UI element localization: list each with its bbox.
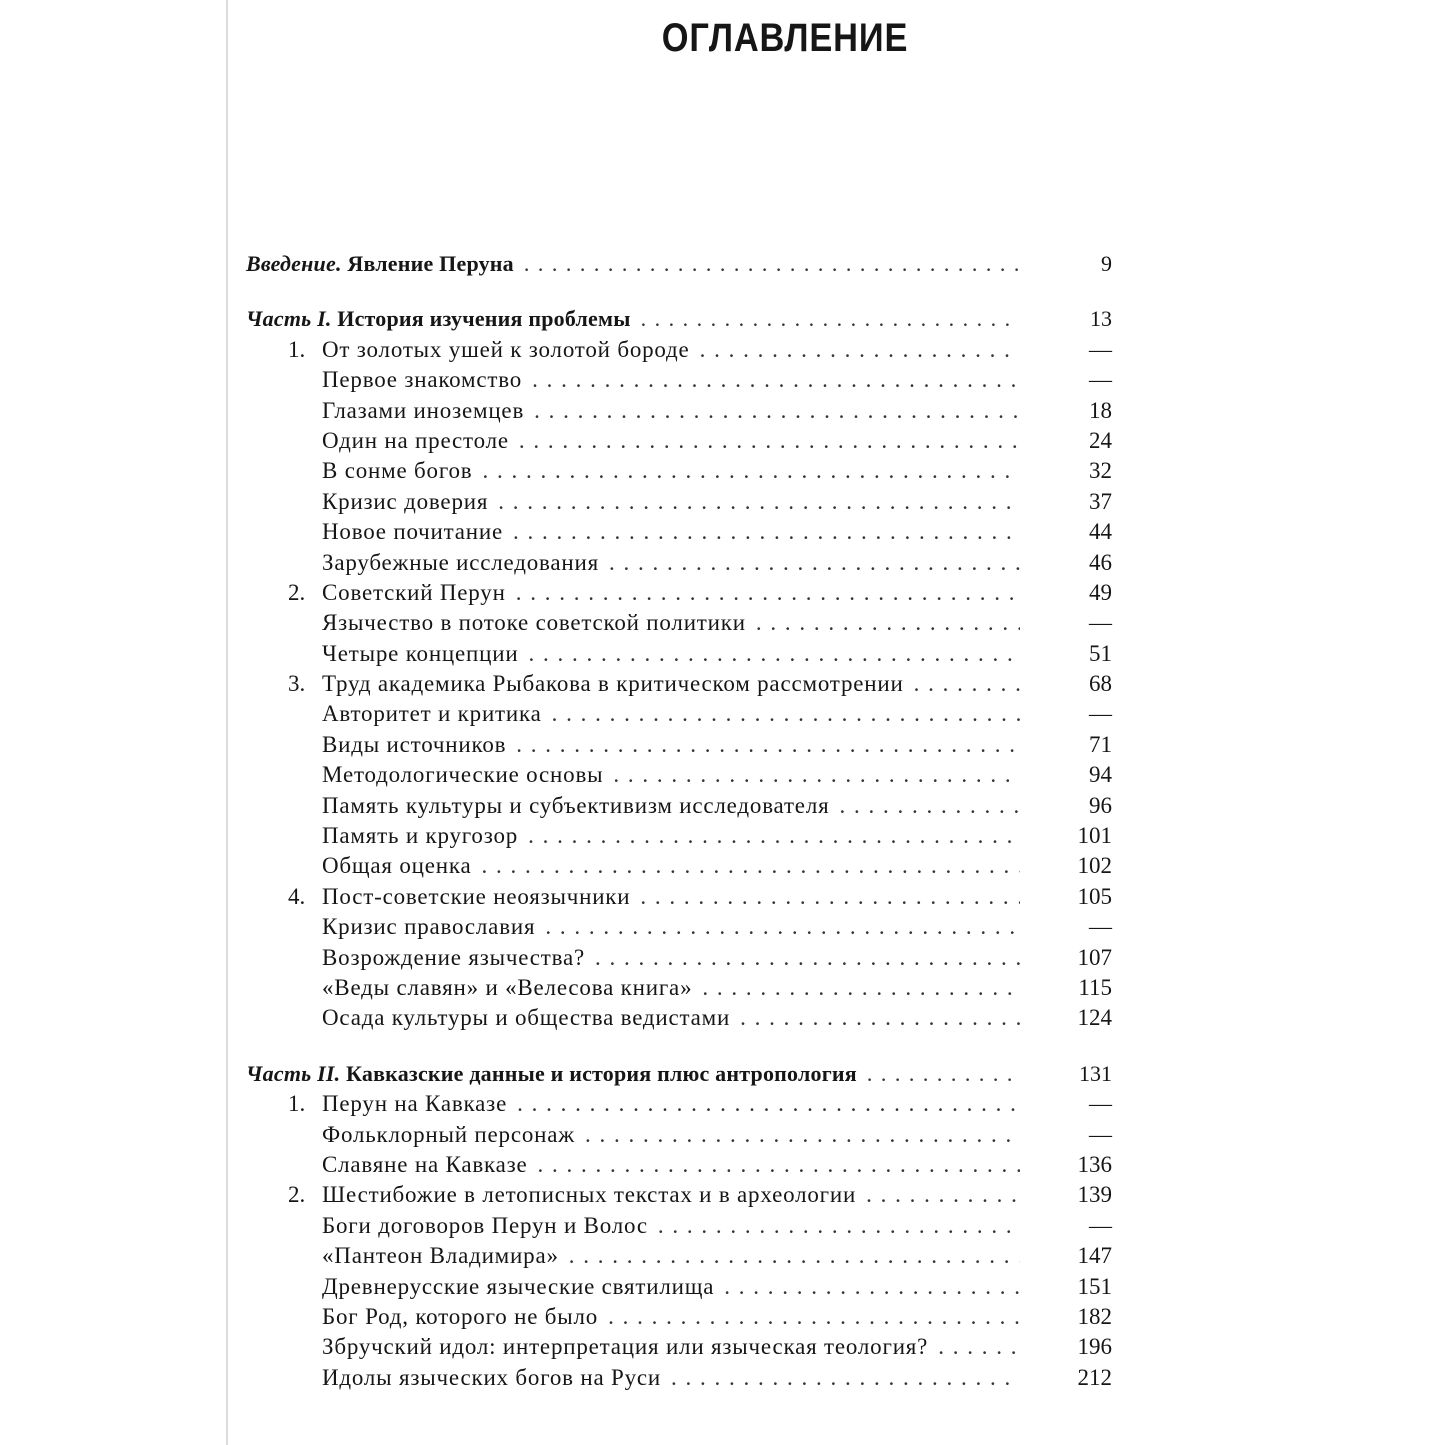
page-number: 46	[1089, 549, 1112, 575]
page-number: —	[1089, 1091, 1112, 1117]
dot-leader	[609, 548, 1020, 578]
toc-entry-title	[322, 1241, 1046, 1271]
toc-entry-title	[322, 973, 1046, 1003]
dot-leader	[608, 1302, 1020, 1332]
toc-chapter-row	[246, 1089, 1112, 1119]
toc-section-row	[246, 943, 1112, 973]
toc-entry-title	[322, 1211, 1046, 1241]
toc-section-row	[246, 639, 1112, 669]
toc-entry-title	[322, 517, 1046, 547]
dot-leader	[724, 1272, 1020, 1302]
entry-text: Славяне на Кавказе	[322, 1151, 528, 1177]
toc-section-row	[246, 730, 1112, 760]
page-number: —	[1089, 367, 1112, 393]
toc-section-row	[246, 517, 1112, 547]
dot-leader	[658, 1211, 1020, 1241]
page-number: —	[1089, 610, 1112, 636]
toc-entry-title	[322, 851, 1046, 881]
toc-section-row	[246, 973, 1112, 1003]
entry-text: Первое знакомство	[322, 367, 523, 393]
entry-text: Перун на Кавказе	[322, 1091, 508, 1117]
entry-text: Общая оценка	[322, 853, 472, 879]
page-number: 182	[1077, 1303, 1112, 1329]
entry-text: Явление Перуна	[347, 251, 514, 276]
toc-section-row	[246, 851, 1112, 881]
dot-leader	[867, 1059, 1020, 1089]
page-number: 139	[1077, 1182, 1112, 1208]
dot-leader	[866, 1180, 1020, 1210]
dot-leader	[700, 335, 1020, 365]
entry-text: Возрождение язычества?	[322, 944, 586, 970]
entry-text: История изучения проблемы	[337, 306, 631, 332]
toc-chapter-row	[246, 335, 1112, 365]
dot-leader	[585, 1120, 1020, 1150]
toc-entry-title	[322, 912, 1046, 942]
toc-section-row	[246, 1272, 1112, 1302]
toc-entry-title	[322, 1332, 1046, 1362]
entry-text: Зарубежные исследования	[322, 549, 600, 575]
toc-section-row	[246, 608, 1112, 638]
dot-leader	[595, 943, 1020, 973]
dot-leader	[513, 517, 1020, 547]
dot-leader	[545, 912, 1020, 942]
toc-section-row	[246, 1302, 1112, 1332]
toc-entry-title	[322, 426, 1046, 456]
toc-section-row	[246, 487, 1112, 517]
page-number: 136	[1077, 1151, 1112, 1177]
entry-text: Глазами иноземцев	[322, 397, 525, 423]
page-number: 147	[1077, 1243, 1112, 1269]
page-number: —	[1089, 1121, 1112, 1147]
toc-entry-title	[246, 304, 1046, 334]
toc-section-row	[246, 1150, 1112, 1180]
entry-text: «Веды славян» и «Велесова книга»	[322, 974, 693, 1000]
toc-entry-title	[322, 548, 1046, 578]
dot-leader	[613, 760, 1020, 790]
entry-text: Новое почитание	[322, 519, 504, 545]
page-number: 124	[1077, 1005, 1112, 1031]
dot-leader	[756, 608, 1020, 638]
table-of-contents	[246, 249, 1112, 1393]
dot-leader	[516, 730, 1020, 760]
chapter-number: 3.	[288, 671, 306, 697]
page-number: 96	[1089, 792, 1112, 818]
entry-text: Авторитет и критика	[322, 701, 542, 727]
entry-text: Пост-советские неоязычники	[322, 883, 631, 909]
toc-section-row	[246, 456, 1112, 486]
entry-text: Збручский идол: интерпретация или языческая теология?	[322, 1334, 929, 1360]
toc-section-row	[246, 1120, 1112, 1150]
page-number: 101	[1077, 823, 1112, 849]
toc-entry-title	[246, 1059, 1046, 1089]
page-margin	[0, 0, 228, 1445]
toc-entry-title	[322, 730, 1046, 760]
toc-section-row	[246, 396, 1112, 426]
entry-text: Четыре концепции	[322, 640, 519, 666]
toc-section-row	[246, 821, 1112, 851]
entry-text: Советский Перун	[322, 579, 506, 605]
toc-entry-title	[322, 1089, 1046, 1119]
toc-section-row	[246, 1211, 1112, 1241]
entry-text: Виды источников	[322, 731, 507, 757]
page-number: —	[1089, 914, 1112, 940]
chapter-number: 1.	[288, 336, 306, 362]
toc-entry-title	[322, 1302, 1046, 1332]
page-number: 37	[1089, 488, 1112, 514]
page-number: 24	[1089, 427, 1112, 453]
chapter-number: 2.	[288, 579, 306, 605]
toc-entry-title	[322, 821, 1046, 851]
toc-entry-title	[322, 396, 1046, 426]
entry-text: Фольклорный персонаж	[322, 1121, 575, 1147]
page-number: 18	[1089, 397, 1112, 423]
chapter-number: 4.	[288, 883, 306, 909]
dot-leader	[569, 1241, 1020, 1271]
toc-section-row	[246, 1332, 1112, 1362]
dot-leader	[641, 304, 1020, 334]
toc-chapter-row	[246, 882, 1112, 912]
page-number: 102	[1077, 853, 1112, 879]
entry-text: Боги договоров Перун и Волос	[322, 1212, 648, 1238]
toc-section-row	[246, 1363, 1112, 1393]
page-number: 151	[1077, 1273, 1112, 1299]
page-number: 9	[1101, 251, 1112, 276]
page-number: —	[1089, 336, 1112, 362]
page-number: 51	[1089, 640, 1112, 666]
toc-chapter-row	[246, 669, 1112, 699]
part-label: Часть I.	[246, 306, 332, 332]
entry-text: Кризис доверия	[322, 488, 489, 514]
toc-entry-title	[322, 1150, 1046, 1180]
entry-text: «Пантеон Владимира»	[322, 1243, 559, 1269]
page-number: 49	[1089, 579, 1112, 605]
entry-text: В сонме богов	[322, 458, 473, 484]
toc-section-row	[246, 1003, 1112, 1033]
toc-entry-title	[322, 365, 1046, 395]
toc-entry-title	[322, 669, 1046, 699]
page-number: 94	[1089, 762, 1112, 788]
part-label: Часть II.	[246, 1060, 341, 1086]
toc-entry-title	[322, 487, 1046, 517]
page-number: 68	[1089, 671, 1112, 697]
toc-entry-title	[246, 249, 1046, 279]
part-label: Введение.	[246, 251, 342, 276]
dot-leader	[740, 1003, 1020, 1033]
page-number: 131	[1079, 1060, 1112, 1086]
toc-part-row	[246, 304, 1112, 334]
entry-text: Осада культуры и общества ведистами	[322, 1005, 731, 1031]
dot-leader	[640, 882, 1020, 912]
dot-leader	[482, 851, 1020, 881]
page-number: —	[1089, 1212, 1112, 1238]
dot-leader	[839, 791, 1020, 821]
page-number: 107	[1077, 944, 1112, 970]
page-number: 32	[1089, 458, 1112, 484]
entry-text: Шестибожие в летописных текстах и в археологии	[322, 1182, 857, 1208]
page-number: 212	[1077, 1364, 1112, 1390]
toc-entry-title	[322, 578, 1046, 608]
dot-leader	[938, 1332, 1020, 1362]
toc-entry-title	[322, 699, 1046, 729]
dot-leader	[671, 1363, 1020, 1393]
entry-text: Один на престоле	[322, 427, 509, 453]
toc-section-row	[246, 912, 1112, 942]
page-number: 71	[1089, 731, 1112, 757]
dot-leader	[534, 396, 1020, 426]
chapter-number: 2.	[288, 1182, 306, 1208]
toc-section-row	[246, 426, 1112, 456]
entry-text: Память и кругозор	[322, 823, 519, 849]
toc-section-row	[246, 791, 1112, 821]
toc-entry-title	[322, 1003, 1046, 1033]
entry-text: Язычество в потоке советской политики	[322, 610, 746, 636]
entry-text: Кавказские данные и история плюс антропология	[346, 1060, 857, 1086]
dot-leader	[914, 669, 1020, 699]
toc-section-row	[246, 1241, 1112, 1271]
entry-text: Методологические основы	[322, 762, 604, 788]
dot-leader	[519, 426, 1020, 456]
dot-leader	[532, 365, 1020, 395]
page-number: 105	[1077, 883, 1112, 909]
toc-entry-title	[322, 639, 1046, 669]
dot-leader	[498, 487, 1020, 517]
page-number: 13	[1090, 306, 1112, 332]
entry-text: Бог Род, которого не было	[322, 1303, 599, 1329]
toc-entry-title	[322, 1120, 1046, 1150]
toc-entry-title	[322, 335, 1046, 365]
dot-leader	[517, 1089, 1020, 1119]
dot-leader	[702, 973, 1020, 1003]
page-number: —	[1089, 701, 1112, 727]
toc-entry-title	[322, 1180, 1046, 1210]
entry-text: От золотых ушей к золотой бороде	[322, 336, 690, 362]
dot-leader	[482, 456, 1020, 486]
toc-entry-title	[322, 1272, 1046, 1302]
page-number: 196	[1077, 1334, 1112, 1360]
dot-leader	[516, 578, 1020, 608]
entry-text: Кризис православия	[322, 914, 536, 940]
toc-chapter-row	[246, 578, 1112, 608]
entry-text: Труд академика Рыбакова в критическом рассмотрении	[322, 671, 904, 697]
toc-entry-title	[322, 943, 1046, 973]
toc-part-row	[246, 249, 1112, 279]
toc-section-row	[246, 365, 1112, 395]
entry-text: Память культуры и субъективизм исследователя	[322, 792, 830, 818]
page-number: 115	[1078, 974, 1112, 1000]
dot-leader	[552, 699, 1020, 729]
toc-section-row	[246, 548, 1112, 578]
toc-entry-title	[322, 456, 1046, 486]
page-number: 44	[1089, 519, 1112, 545]
dot-leader	[538, 1150, 1020, 1180]
entry-text: Древнерусские языческие святилища	[322, 1273, 715, 1299]
dot-leader	[528, 821, 1020, 851]
toc-chapter-row	[246, 1180, 1112, 1210]
toc-part-row	[246, 1059, 1112, 1089]
toc-section-row	[246, 699, 1112, 729]
toc-entry-title	[322, 882, 1046, 912]
entry-text: Идолы языческих богов на Руси	[322, 1364, 662, 1390]
dot-leader	[529, 639, 1021, 669]
toc-entry-title	[322, 608, 1046, 638]
dot-leader	[524, 249, 1020, 279]
toc-section-row	[246, 760, 1112, 790]
toc-entry-title	[322, 1363, 1046, 1393]
toc-entry-title	[322, 791, 1046, 821]
page-title: ОГЛАВЛЕНИЕ	[661, 16, 909, 60]
toc-entry-title	[322, 760, 1046, 790]
chapter-number: 1.	[288, 1091, 306, 1117]
